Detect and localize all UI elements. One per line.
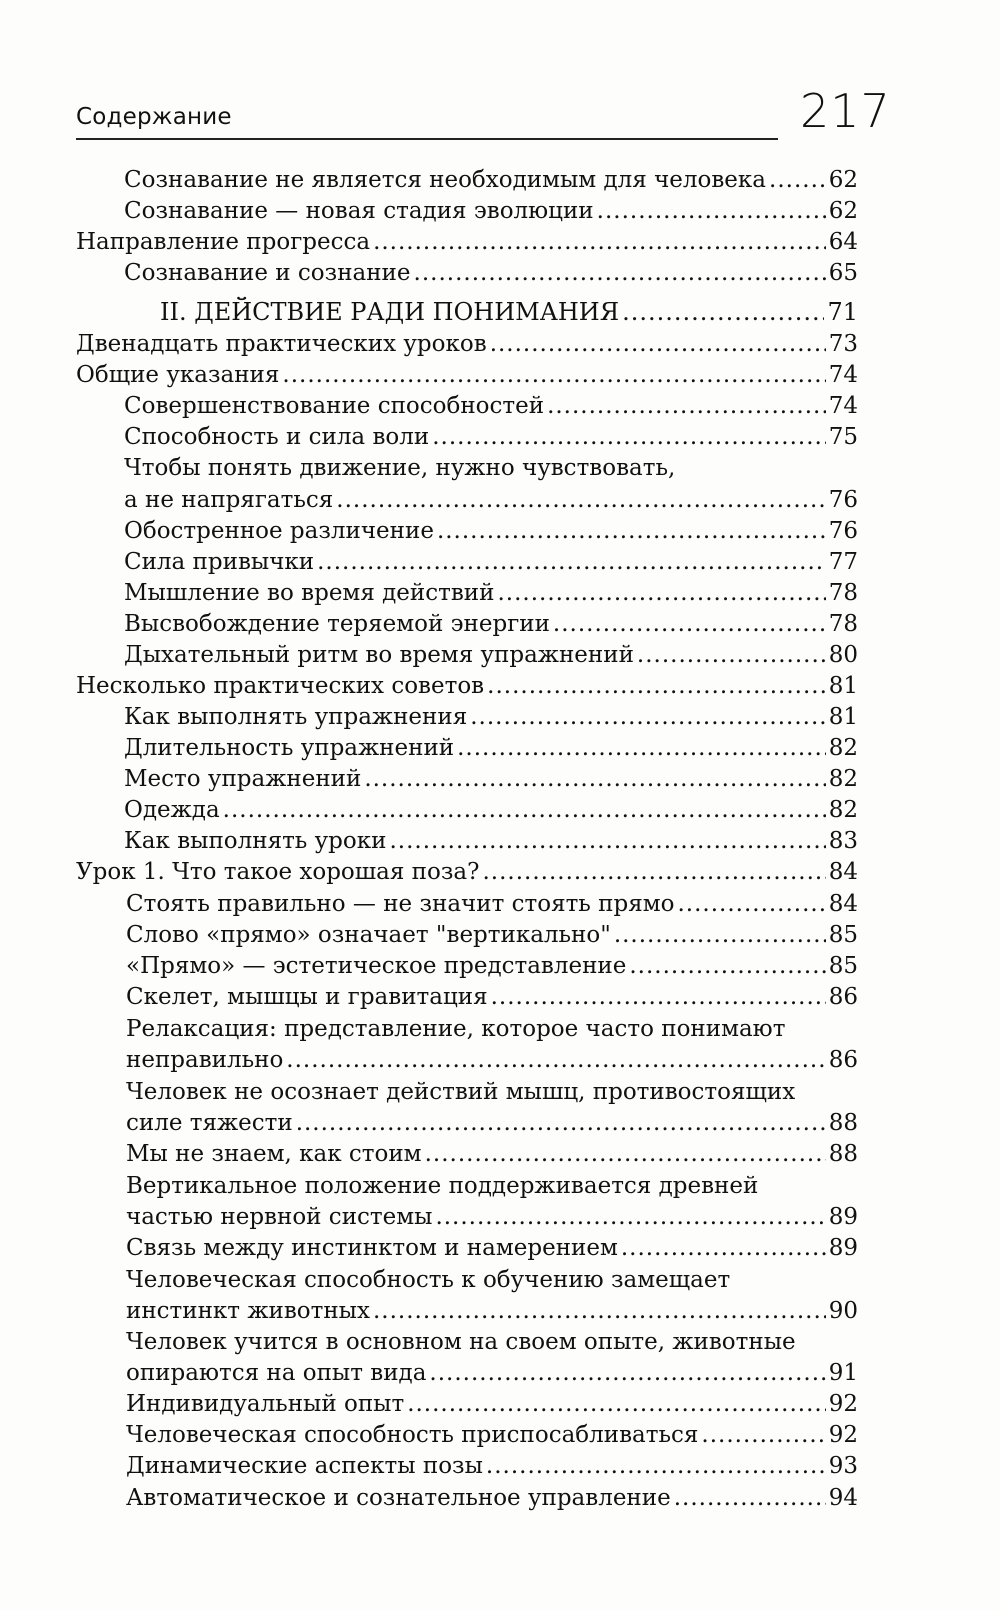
toc-entry [126, 1232, 858, 1264]
dot-leader [629, 950, 825, 982]
toc-entry-page: 84 [828, 859, 858, 885]
toc-entry-title: неправильно [126, 1047, 284, 1073]
toc-entry-title-line1: Релаксация: представление, которое часто понимают [126, 1016, 786, 1042]
toc-entry-page: 82 [828, 766, 858, 792]
dot-leader [614, 919, 826, 951]
toc-entry-title-line1: Человек учится в основном на своем опыте, животные [126, 1329, 796, 1355]
toc-entry [126, 1419, 858, 1451]
toc-entry-title: Сознавание не является необходимым для человека [124, 167, 767, 193]
toc-entry [126, 1107, 858, 1139]
toc-entry-page: 86 [828, 1047, 858, 1073]
toc-entry-page: 84 [828, 891, 858, 917]
toc-entry [126, 1450, 858, 1482]
toc-entry [124, 825, 858, 857]
dot-leader [470, 701, 826, 733]
toc-entry [126, 1138, 858, 1170]
toc-entry-page: 65 [828, 260, 858, 286]
toc-entry [126, 1482, 858, 1514]
toc-entry [124, 421, 858, 453]
toc-entry-page: 76 [828, 518, 858, 544]
toc-entry-title: частью нервной системы [126, 1204, 433, 1230]
dot-leader [553, 608, 826, 640]
toc-entry-page: 82 [828, 735, 858, 761]
toc-entry-title: Совершенствование способностей [124, 393, 545, 419]
toc-entry-title: Человеческая способность приспосабливаться [126, 1422, 699, 1448]
dot-leader [364, 763, 825, 795]
toc-entry-page: 82 [828, 797, 858, 823]
toc-entry-title: Урок 1. Что такое хорошая поза? [76, 859, 480, 885]
toc-entry-title: Стоять правильно — не значит стоять прямо [126, 891, 675, 917]
dot-leader [429, 1357, 825, 1389]
dot-leader [497, 577, 825, 609]
toc-entry [124, 794, 858, 826]
toc-entry-page: 86 [828, 984, 858, 1010]
toc-entry-page: 88 [828, 1110, 858, 1136]
toc-entry [76, 226, 858, 258]
toc-entry [124, 701, 858, 733]
header-rule [76, 138, 778, 140]
toc-entry-page: 85 [828, 953, 858, 979]
toc-entry-page: 93 [828, 1453, 858, 1479]
toc-entry-title: Мышление во время действий [124, 580, 495, 606]
toc-entry-page: 92 [828, 1422, 858, 1448]
toc-entry-page: 62 [828, 198, 858, 224]
toc-entry-page: 92 [828, 1391, 858, 1417]
dot-leader [491, 981, 826, 1013]
toc-entry [124, 164, 858, 196]
toc-entry [126, 1388, 858, 1420]
dot-leader [482, 856, 825, 888]
toc-entry-title: Дыхательный ритм во время упражнений [124, 642, 634, 668]
toc-entry-page: 71 [827, 298, 858, 326]
toc-entry-page: 91 [828, 1360, 858, 1386]
toc-entry-page: 76 [828, 487, 858, 513]
toc-entry-title: Несколько практических советов [76, 673, 485, 699]
toc-entry-title: Как выполнять уроки [124, 828, 387, 854]
dot-leader [637, 639, 826, 671]
toc-entry-title: Сила привычки [124, 549, 315, 575]
toc-entry [126, 1357, 858, 1389]
toc-entry [126, 1044, 858, 1076]
toc-entry [124, 577, 858, 609]
toc-entry-title: Высвобождение теряемой энергии [124, 611, 550, 637]
dot-leader [317, 546, 826, 578]
toc-entry [124, 639, 858, 671]
dot-leader [336, 484, 825, 516]
toc-entry-title: Двенадцать практических уроков [76, 331, 487, 357]
toc-entry [126, 1295, 858, 1327]
toc-entry-page: 77 [828, 549, 858, 575]
dot-leader [286, 1044, 825, 1076]
dot-leader [389, 825, 825, 857]
dot-leader [674, 1482, 826, 1514]
dot-leader [425, 1138, 826, 1170]
toc-entry-title: Связь между инстинктом и намерением [126, 1235, 618, 1261]
toc-entry [76, 856, 858, 888]
toc-entry-title: опираются на опыт вида [126, 1360, 427, 1386]
toc-entry [126, 1201, 858, 1233]
toc-entry-page: 62 [828, 167, 858, 193]
toc-entry-title: Автоматическое и сознательное управление [126, 1485, 671, 1511]
dot-leader [487, 670, 826, 702]
dot-leader [622, 296, 824, 328]
toc-entry-title: Мы не знаем, как стоим [126, 1141, 422, 1167]
dot-leader [373, 226, 826, 258]
toc-entry [76, 359, 858, 391]
toc-entry [124, 546, 858, 578]
toc-entry-page: 78 [828, 611, 858, 637]
toc-entry [126, 981, 858, 1013]
dot-leader [435, 1201, 825, 1233]
toc-entry [124, 484, 858, 516]
toc-entry [124, 763, 858, 795]
toc-entry-title: Сознавание и сознание [124, 260, 411, 286]
toc-entry [124, 515, 858, 547]
dot-leader [296, 1107, 826, 1139]
toc-entry-page: 74 [828, 362, 858, 388]
toc-entry [124, 257, 858, 289]
dot-leader [373, 1295, 826, 1327]
dot-leader [486, 1450, 826, 1482]
toc-entry [126, 919, 858, 951]
toc-entry-page: 81 [828, 704, 858, 730]
toc-entry-title-line1: Человеческая способность к обучению замещает [126, 1267, 731, 1293]
toc-entry-title: Место упражнений [124, 766, 362, 792]
toc-entry-title: Как выполнять упражнения [124, 704, 468, 730]
dot-leader [701, 1419, 825, 1451]
toc-entry-page: 83 [828, 828, 858, 854]
toc-entry-title-line1: Чтобы понять движение, нужно чувствовать, [124, 455, 676, 481]
toc-entry-page: 80 [828, 642, 858, 668]
dot-leader [621, 1232, 826, 1264]
dot-leader [769, 164, 826, 196]
toc-entry-page: 89 [828, 1235, 858, 1261]
toc-entry [124, 390, 858, 422]
toc-entry-page: 81 [828, 673, 858, 699]
page-number: 217 [800, 84, 891, 138]
dot-leader [490, 328, 826, 360]
running-header: Содержание [76, 104, 232, 130]
toc-entry-page: 78 [828, 580, 858, 606]
toc-entry-page: 89 [828, 1204, 858, 1230]
dot-leader [437, 515, 826, 547]
toc-entry-page: 94 [828, 1485, 858, 1511]
toc-entry-title: Индивидуальный опыт [126, 1391, 405, 1417]
toc-entry-title: Способность и сила воли [124, 424, 430, 450]
dot-leader [597, 195, 826, 227]
toc-entry [124, 732, 858, 764]
toc-entry-title: Одежда [124, 797, 220, 823]
toc-entry-title: Длительность упражнений [124, 735, 455, 761]
dot-leader [547, 390, 826, 422]
toc-entry-title: II. ДЕЙСТВИЕ РАДИ ПОНИМАНИЯ [160, 298, 620, 326]
toc-entry-page: 85 [828, 922, 858, 948]
toc-entry [124, 608, 858, 640]
toc-entry-title: Сознавание — новая стадия эволюции [124, 198, 594, 224]
dot-leader [677, 888, 825, 920]
dot-leader [407, 1388, 826, 1420]
toc-entry-title: Общие указания [76, 362, 280, 388]
toc-entry-page: 75 [828, 424, 858, 450]
toc-entry-title: Слово «прямо» означает "вертикально" [126, 922, 611, 948]
toc-entry [124, 195, 858, 227]
toc-entry-title: Обостренное различение [124, 518, 434, 544]
toc-entry-title: силе тяжести [126, 1110, 293, 1136]
toc-entry-title: инстинкт животных [126, 1298, 370, 1324]
dot-leader [414, 257, 826, 289]
toc-entry-title-line1: Вертикальное положение поддерживается древней [126, 1173, 759, 1199]
toc-entry-page: 88 [828, 1141, 858, 1167]
toc-entry-page: 64 [828, 229, 858, 255]
toc-entry-title: «Прямо» — эстетическое представление [126, 953, 627, 979]
dot-leader [432, 421, 826, 453]
toc-entry-page: 90 [828, 1298, 858, 1324]
toc-section-heading [160, 296, 858, 328]
toc-entry [76, 328, 858, 360]
toc-entry-page: 74 [828, 393, 858, 419]
toc-entry [76, 670, 858, 702]
toc-entry [126, 888, 858, 920]
toc-entry-title-line1: Человек не осознает действий мышц, противостоящих [126, 1079, 796, 1105]
toc-entry-title: Динамические аспекты позы [126, 1453, 483, 1479]
toc-entry-title: Направление прогресса [76, 229, 371, 255]
dot-leader [282, 359, 825, 391]
toc-entry-title: а не напрягаться [124, 487, 334, 513]
toc-entry [126, 950, 858, 982]
dot-leader [457, 732, 826, 764]
toc-entry-page: 73 [828, 331, 858, 357]
toc-entry-title: Скелет, мышцы и гравитация [126, 984, 488, 1010]
dot-leader [223, 794, 826, 826]
